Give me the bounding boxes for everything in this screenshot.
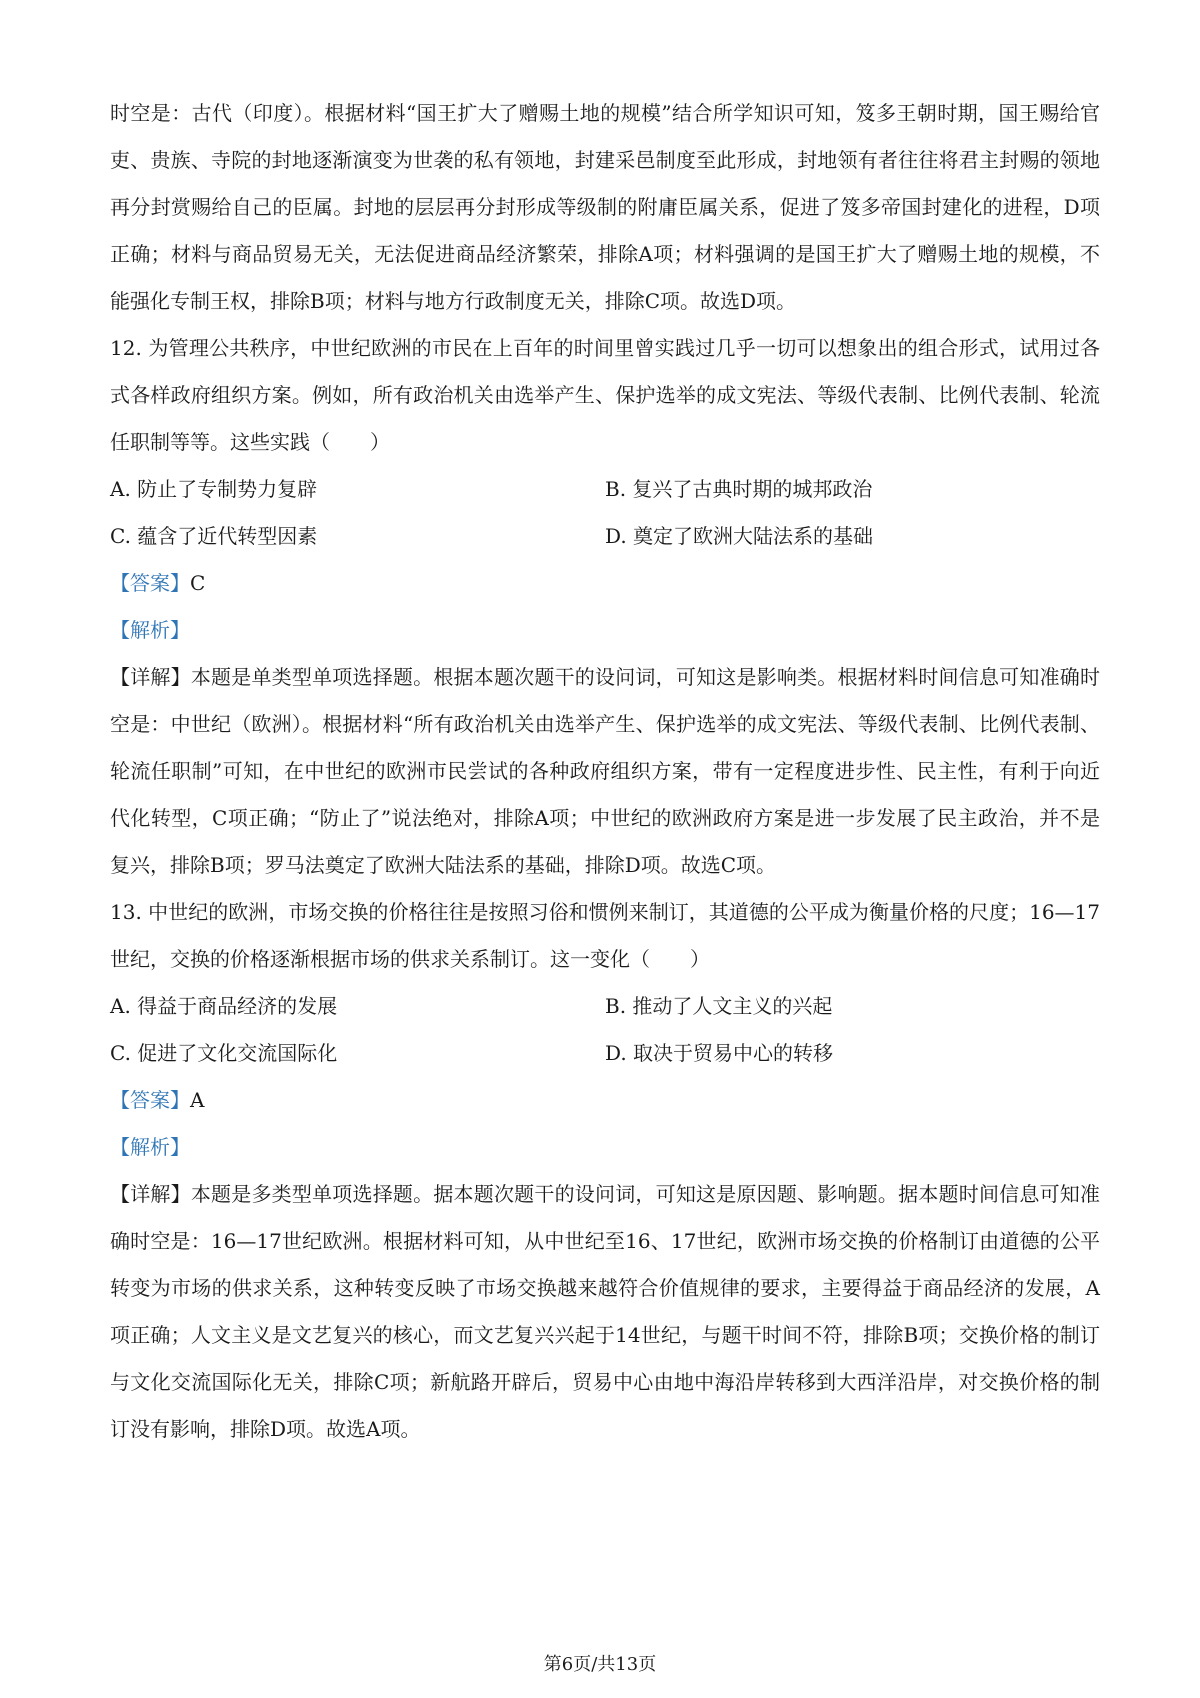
question-12-option-c: C. 蕴含了近代转型因素 bbox=[110, 524, 318, 548]
answer-tag: 【答案】 bbox=[110, 1088, 190, 1112]
question-13-option-c: C. 促进了文化交流国际化 bbox=[110, 1041, 338, 1065]
question-13-detail bbox=[110, 1171, 1100, 1453]
detail-text: 本题是单类型单项选择题。根据本题次题干的设问词，可知这是影响类。根据材料时间信息可知准确时空是：中世纪（欧洲）。根据材料“所有政治机关由选举产生、保护选举的成文宪法、等级代表制、比例代表制、轮流任职制”可知，在中世纪的欧洲市民尝试的各种政府组织方案，带有一定程度进步性、民主性，有利于向近代化转型，C项正确；“防止了”说法绝对，排除A项；中世纪的欧洲政府方案是进一步发展了民主政治，并不是复兴，排除B项；罗马法奠定了欧洲大陆法系的基础，排除D项。故选C项。 bbox=[110, 665, 1101, 877]
question-13 bbox=[110, 889, 1100, 1453]
page-number: 第6页/共13页 bbox=[543, 1654, 657, 1675]
answer-value: A bbox=[190, 1088, 205, 1112]
question-12 bbox=[110, 325, 1100, 889]
question-12-answer bbox=[110, 560, 1100, 607]
detail-tag: 【详解】 bbox=[110, 1182, 191, 1206]
document-page bbox=[110, 90, 1100, 1453]
detail-tag: 【详解】 bbox=[110, 665, 191, 689]
question-12-options-row-2 bbox=[110, 513, 1100, 560]
question-13-option-b: B. 推动了人文主义的兴起 bbox=[605, 994, 833, 1018]
question-12-detail bbox=[110, 654, 1100, 889]
analysis-tag: 【解析】 bbox=[110, 1135, 190, 1159]
answer-value: C bbox=[190, 571, 206, 595]
question-13-stem: 13. 中世纪的欧洲，市场交换的价格往往是按照习俗和惯例来制订，其道德的公平成为衡量价格的尺度；16—17世纪，交换的价格逐渐根据市场的供求关系制订。这一变化（ ） bbox=[110, 900, 1100, 971]
question-12-options-row-1 bbox=[110, 466, 1100, 513]
detail-text: 本题是多类型单项选择题。据本题次题干的设问词，可知这是原因题、影响题。据本题时间信息可知准确时空是：16—17世纪欧洲。根据材料可知，从中世纪至16、17世纪，欧洲市场交换的价格制订由道德的公平转变为市场的供求关系，这种转变反映了市场交换越来越符合价值规律的要求，主要得益于商品经济的发展，A项正确；人文主义是文艺复兴的核心，而文艺复兴兴起于14世纪，与题干时间不符，排除B项；交换价格的制订与文化交流国际化无关，排除C项；新航路开辟后，贸易中心由地中海沿岸转移到大西洋沿岸，对交换价格的制订没有影响，排除D项。故选A项。 bbox=[110, 1182, 1101, 1441]
answer-tag: 【答案】 bbox=[110, 571, 190, 595]
question-12-option-d: D. 奠定了欧洲大陆法系的基础 bbox=[605, 524, 874, 548]
question-13-option-d: D. 取决于贸易中心的转移 bbox=[605, 1041, 834, 1065]
question-13-analysis-heading bbox=[110, 1124, 1100, 1171]
question-12-analysis-heading bbox=[110, 607, 1100, 654]
question-13-options-row-2 bbox=[110, 1030, 1100, 1077]
question-13-answer bbox=[110, 1077, 1100, 1124]
question-13-options-row-1 bbox=[110, 983, 1100, 1030]
question-12-option-b: B. 复兴了古典时期的城邦政治 bbox=[605, 477, 873, 501]
question-12-option-a: A. 防止了专制势力复辟 bbox=[110, 477, 318, 501]
analysis-tag: 【解析】 bbox=[110, 618, 190, 642]
question-12-stem: 12. 为管理公共秩序，中世纪欧洲的市民在上百年的时间里曾实践过几乎一切可以想象出的组合形式，试用过各式各样政府组织方案。例如，所有政治机关由选举产生、保护选举的成文宪法、等级代表制、比例代表制、轮流任职制等等。这些实践（ ） bbox=[110, 336, 1100, 454]
question-13-option-a: A. 得益于商品经济的发展 bbox=[110, 994, 338, 1018]
previous-question-analysis: 时空是：古代（印度）。根据材料“国王扩大了赠赐土地的规模”结合所学知识可知，笈多王朝时期，国王赐给官吏、贵族、寺院的封地逐渐演变为世袭的私有领地，封建采邑制度至此形成，封地领有者往往将君主封赐的领地再分封赏赐给自己的臣属。封地的层层再分封形成等级制的附庸臣属关系，促进了笈多帝国封建化的进程，D项正确；材料与商品贸易无关，无法促进商品经济繁荣，排除A项；材料强调的是国王扩大了赠赐土地的规模，不能强化专制王权，排除B项；材料与地方行政制度无关，排除C项。故选D项。 bbox=[110, 101, 1100, 313]
